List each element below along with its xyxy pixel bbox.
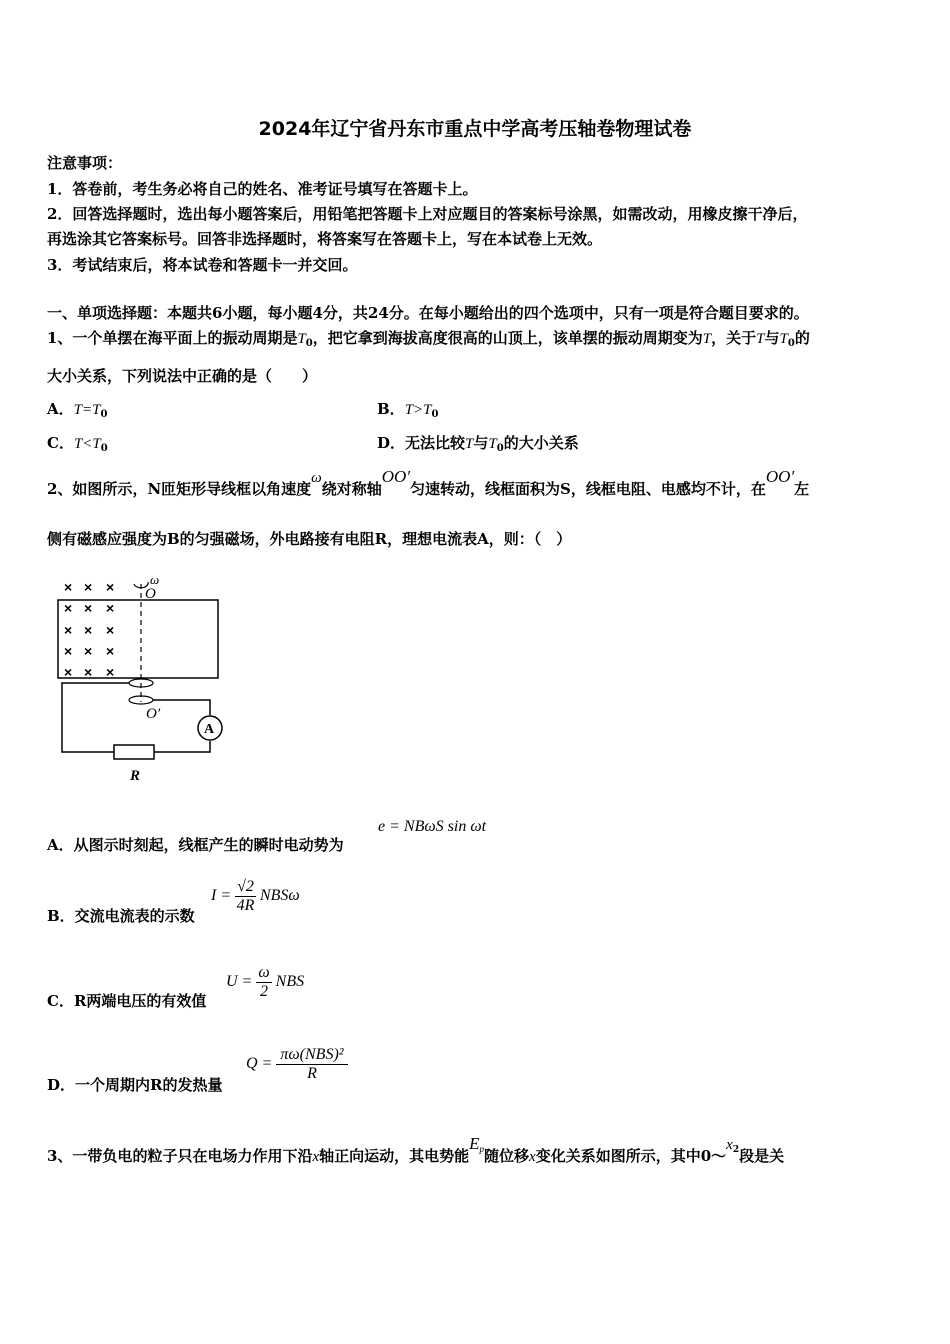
field-mark: × <box>64 622 73 638</box>
field-mark: × <box>106 579 115 595</box>
circuit-figure <box>44 570 234 785</box>
field-mark: × <box>106 664 115 680</box>
resistor-icon <box>114 745 154 759</box>
notice-item-2-cont: 再选涂其它答案标号。回答非选择题时，将答案写在答题卡上，写在本试卷上无效。 <box>47 230 603 248</box>
notice-item-1: 1．答卷前，考生务必将自己的姓名、准考证号填写在答题卡上。 <box>47 180 478 198</box>
q2-option-b-formula: I = $\frac{√2}{4R}$ NBSω <box>211 878 300 914</box>
field-mark: × <box>106 622 115 638</box>
q1-option-d[interactable]: D．无法比较T与$T_0$的大小关系 <box>377 434 579 454</box>
q1-option-b[interactable]: B．$T>T_0$ <box>377 400 439 420</box>
notice-item-2: 2．回答选择题时，选出每小题答案后，用铅笔把答题卡上对应题目的答案标号涂黑，如需改动，用橡皮擦干净后， <box>47 205 808 223</box>
field-mark: × <box>84 622 93 638</box>
axis-label-bottom: O′ <box>146 706 161 722</box>
slip-ring-bottom <box>129 696 153 704</box>
question-2-line-1: 2、如图所示，N匝矩形导线框以角速度ω绕对称轴OO′匀速转动，线框面积为S，线框电阻、电感均不计，在OO′左 <box>47 467 810 498</box>
omega-label: ω <box>150 572 160 587</box>
q1-option-a[interactable]: A．$T=T_0$ <box>47 400 108 420</box>
field-mark: × <box>106 643 115 659</box>
q2-option-a-formula: e = NBωS sin ωt <box>378 818 487 835</box>
field-mark: × <box>64 600 73 616</box>
section-1-heading: 一、单项选择题：本题共6小题，每小题4分，共24分。在每小题给出的四个选项中，只有一项是符合题目要求的。 <box>47 304 809 322</box>
field-mark: × <box>84 600 93 616</box>
field-mark: × <box>64 579 73 595</box>
question-1-line-2: 大小关系，下列说法中正确的是（ ） <box>47 367 318 385</box>
q1-option-c[interactable]: C．$T<T_0$ <box>47 434 108 454</box>
ammeter-label: A <box>204 722 215 737</box>
resistor-label: R <box>130 768 141 784</box>
q2-option-d-formula: Q = $\frac{\text{πω(NBS)²}}{R}$ <box>246 1046 348 1083</box>
wire-left <box>62 683 129 752</box>
field-mark: × <box>106 600 115 616</box>
field-mark: × <box>84 664 93 680</box>
q2-option-c[interactable]: C．R两端电压的有效值 <box>47 992 207 1010</box>
q2-option-d[interactable]: D．一个周期内R的发热量 <box>47 1076 223 1094</box>
q2-option-c-formula: U = $\frac{\omega}{2}$ NBS <box>226 964 305 1000</box>
field-mark: × <box>84 579 93 595</box>
field-mark: × <box>84 643 93 659</box>
axis-label-top: O <box>145 586 156 602</box>
notice-item-3: 3．考试结束后，将本试卷和答题卡一并交回。 <box>47 256 358 274</box>
coil-frame <box>58 600 218 678</box>
page-title: 2024年辽宁省丹东市重点中学高考压轴卷物理试卷 <box>258 118 692 140</box>
q2-option-b[interactable]: B．交流电流表的示数 <box>47 907 195 925</box>
wire-right <box>153 700 210 715</box>
field-mark: × <box>64 664 73 680</box>
field-mark: × <box>64 643 73 659</box>
magnetic-field-marks <box>64 579 114 680</box>
question-1-line-1: 1、一个单摆在海平面上的振动周期是$T_0$，把它拿到海拔高度很高的山顶上，该单摆的振动周期变为T，关于T与$T_0$的 <box>47 329 810 349</box>
notice-heading: 注意事项： <box>47 154 123 172</box>
question-3-line-1: 3、一带负电的粒子只在电场力作用下沿x轴正向运动，其电势能$E^p$随位移x变化关系如图所示，其中$0\sim x^2$段是关 <box>47 1134 785 1165</box>
q2-option-a[interactable]: A．从图示时刻起，线框产生的瞬时电动势为 <box>47 836 344 854</box>
wire-bottom-right <box>154 741 210 752</box>
question-2-line-2: 侧有磁感应强度为B的匀强磁场，外电路接有电阻R，理想电流表A，则：（ ） <box>47 530 572 548</box>
